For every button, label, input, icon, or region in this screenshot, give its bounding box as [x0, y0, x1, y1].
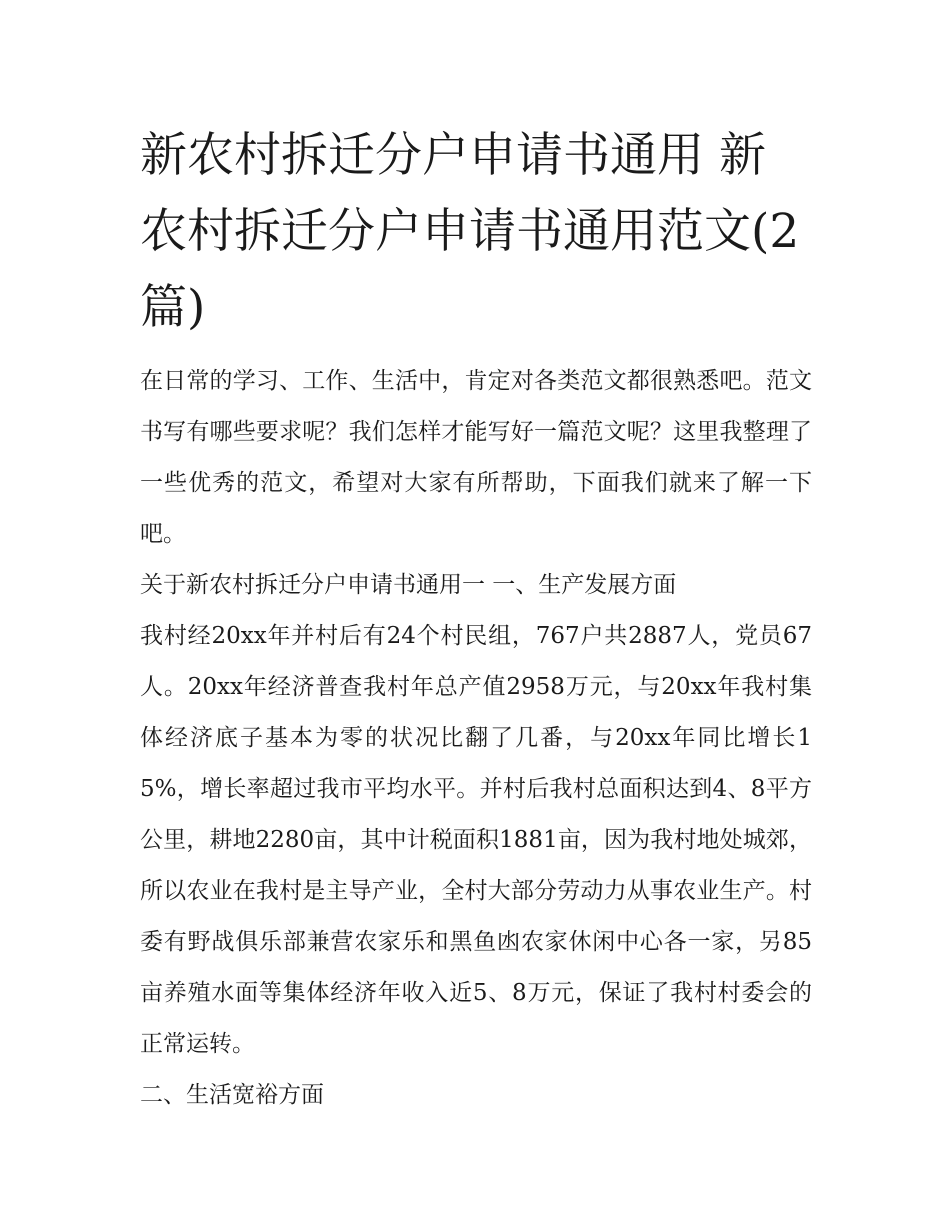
- section-heading-2: 二、生活宽裕方面: [140, 1082, 324, 1108]
- section-heading-1: 关于新农村拆迁分户申请书通用一 一、生产发展方面: [140, 572, 677, 598]
- intro-paragraph: 在日常的学习、工作、生活中，肯定对各类范文都很熟悉吧。范文书写有哪些要求呢？我们怎样才能写好一篇范文呢？这里我整理了一些优秀的范文，希望对大家有所帮助，下面我们就来了解一下吧。: [140, 368, 812, 547]
- document-title: 新农村拆迁分户申请书通用 新农村拆迁分户申请书通用范文(2篇): [140, 128, 800, 335]
- body-paragraph: 我村经20xx年并村后有24个村民组，767户共2887人，党员67人。20xx年经济普查我村年总产值2958万元，与20xx年我村集体经济底子基本为零的状况比翻了几番，与20xx年同比增长15%，增长率超过我市平均水平。并村后我村总面积达到4、8平方公里，耕地2280亩，其中计税面积1881亩，因为我村地处城郊，所以农业在我村是主导产业，全村大部分劳动力从事农业生产。村委有野战俱乐部兼营农家乐和黑鱼凼农家休闲中心各一家，另85亩养殖水面等集体经济年收入近5、8万元，保证了我村村委会的正常运转。: [140, 623, 812, 1057]
- document-page: [140, 118, 812, 1121]
